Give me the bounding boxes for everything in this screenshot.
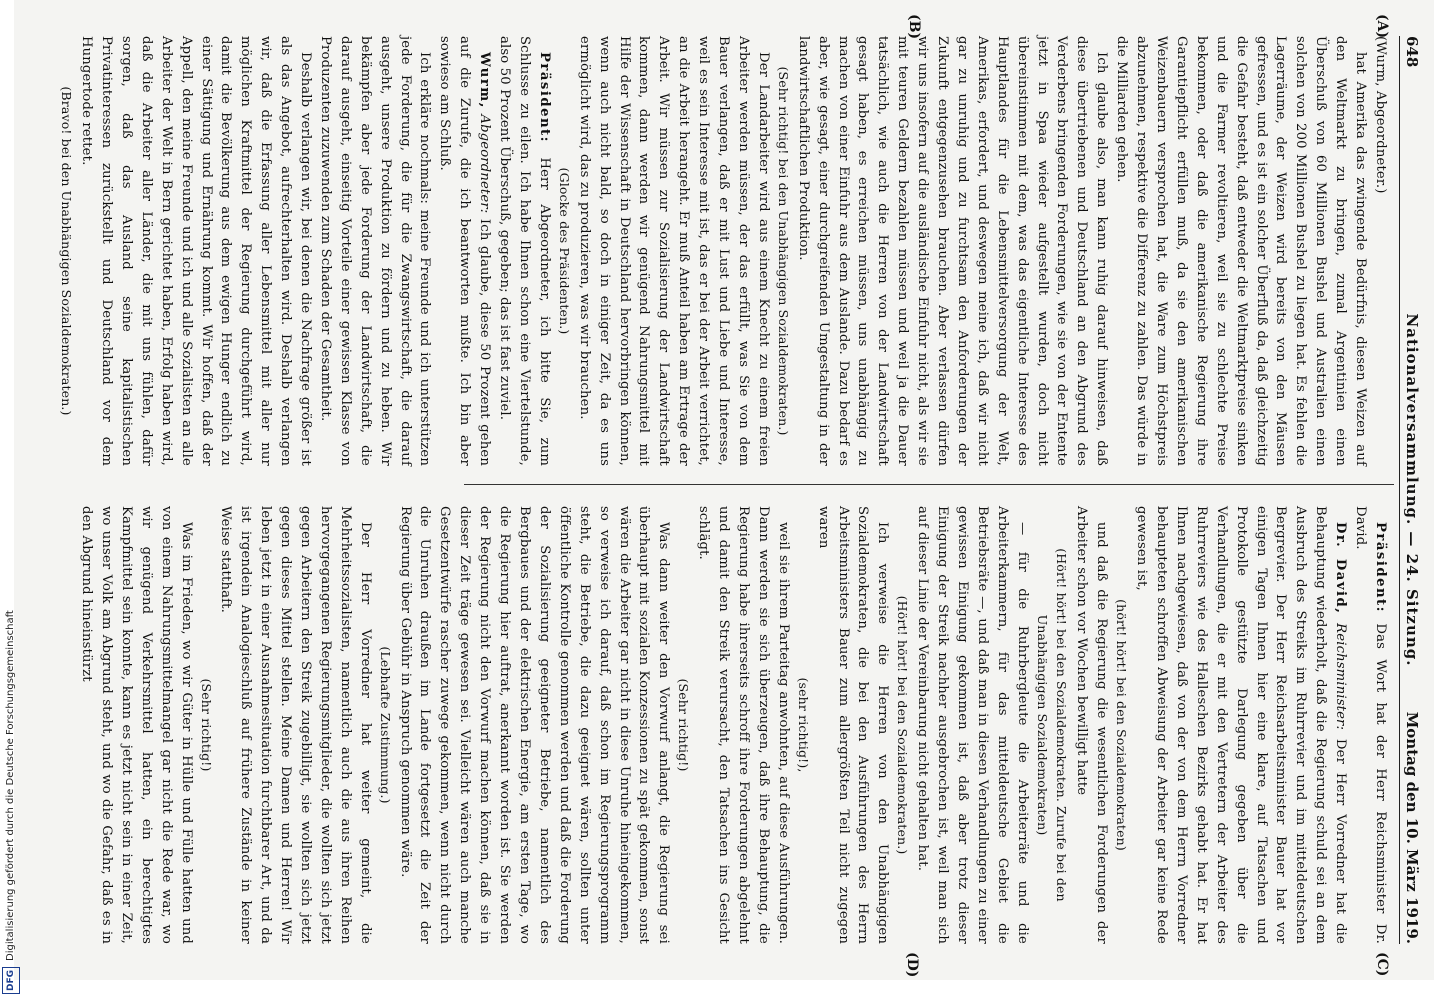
column-divider	[464, 484, 1394, 485]
right-speech-paragraph	[1350, 506, 1390, 944]
left-paragraph: Ich glaube also, man kann ruhig darauf hinweisen, daß diese übertriebenen und Deutschland an den Abgrund des Verderbens bringenden Forderungen, wie sie von der Entente jetzt in Spaa wieder aufgestellt wurden, doch nicht übereinstimmen mit dem, was das eigentliche Interesse des Hauptlandes für die Lebensmittelversorgung der Welt, Amerikas, erfordert, und deswegen meine ich, daß wir nicht gar zu unruhig und zu furchtsam den Anforderungen der Zukunft entgegenzusehen brauchen. Aber verlassen dürfen wir uns insofern auf die ausländische Einfuhr nicht, als wir sie mit teuren Geldern bezahlen müssen und weil ja die Dauer tatsächlich, wie auch die Herren von der Landwirtschaft gesagt haben, es erreichen müssen, uns unabhängig zu machen von einer Einfuhr aus dem Auslande. Dazu bedarf es aber, wie gesagt, einer durchgreifenden Umgestaltung in der landwirtschaftlichen Produktion.	[795, 36, 1110, 466]
right-interjection: (hört! hört! bei den Sozialdemokraten)	[1114, 599, 1130, 851]
left-paragraph: Deshalb verlangen wir, bei denen die Nachfrage größer ist als das Angebot, aufrechterhalten wird. Deshalb verlangen wir, daß die Erfassung aller Lebensmittel mit aller nur möglichen Kraftmittel der Regierung durchgeführt wird, damit die Bevölkerung aus dem ewigen Hunger endlich zu einer Sättigung und Ernährung kommt. Wir hoffen, daß der Appell, den meine Freunde und ich und alle Sozialisten an alle Arbeiter der Welt in Bern gerichtet haben, Erfolg haben wird, daß die Arbeiter aller Länder, die mit uns fühlen, dafür sorgen, daß das Ausland seine kapitalistischen Privatinteressen zurückstellt und Deutschland vor dem Hungertode rettet.	[79, 36, 314, 466]
left-interjection: (Glocke des Präsidenten.)	[556, 167, 572, 335]
right-interjection: (sehr richtig!),	[795, 677, 811, 773]
dfg-logo: DFG	[2, 967, 20, 994]
margin-mark-b: (B)	[906, 14, 922, 40]
speaker-name: Präsident:	[536, 52, 552, 144]
right-paragraph: Ich verweise die Herren von den Unabhängigen Sozialdemokraten, die bei den Ausführungen des Herrn Arbeitsministers Bauer zum allergrößten Teil nicht zugegen waren	[815, 506, 891, 944]
page-number: 648	[1403, 36, 1421, 68]
right-paragraph: Was dann weiter den Vorwurf anlangt, die Regierung sei überhaupt mit sozialen Konzessionen zu spät gekommen, sonst wären die Arbeiter gar nicht in diese Unruhe hineingekommen, so verweise ich darauf, daß schon im Regierungsprogramm steht, die Betriebe, die dazu geeignet wären, sollten unter öffentliche Kontrolle genommen werden und daß die Forderung der Sozialisierung geeigneter Betriebe, namentlich des Bergbaues und der elektrischen Energie, am ersten Tage, wo die Regierung hier auftrat, anerkannt worden ist. Sie werden der Regierung nicht den Vorwurf machen können, daß sie in dieser Zeit träge gewesen sei. Vielleicht wären auch manche Gesetzentwürfe rascher zuwege gekommen, wenn nicht durch die Unruhen draußen im Lande fortgesetzt die Zeit der Regierung über Gebühr in Anspruch genommen wäre.	[397, 506, 672, 944]
right-paragraph: weil sie ihrem Parteitag anwohnten, auf diese Ausführungen. Dann werden sie sich überzeugen, daß ihre Behauptung, die Regierung habe ihrerseits schroff ihre Forderungen abgelehnt und damit den Streik verursacht, den Tatsachen ins Gesicht schlägt.	[696, 506, 791, 944]
left-interjection: (Sehr richtig! bei den Unabhängigen Sozialdemokraten.)	[775, 66, 791, 436]
speaker-role: Reichsminister:	[1333, 614, 1349, 731]
speech-text: Herr Abgeordneter, ich bitte Sie, zum Schlusse zu eilen. Ich habe Ihnen schon eine Viertelstunde, also 50 Prozent Überschuß, gegeben; das ist fast zuviel.	[497, 36, 552, 466]
newspaper-page	[14, 0, 1434, 980]
page-date: Montag den 10. März 1919.	[1403, 711, 1421, 944]
speaker-name: Dr. David,	[1333, 522, 1349, 615]
left-speech-paragraph	[435, 36, 495, 466]
right-interjection: (Lebhafte Zustimmung.)	[377, 646, 393, 804]
speaker-name: Präsident:	[1373, 522, 1388, 614]
left-speech-paragraph	[494, 36, 554, 466]
speech-text: Der Herr Vorredner hat die Behauptung wiederholt, daß die Regierung schuld sei an dem Ausbruch des Streiks im Ruhrrevier und im mitteldeutschen Bergrevier. Der Herr Reichsarbeitsminister Bauer hat vor einigen Tagen Ihnen hier eine klare, auf Tatsachen und Protokolle gestützte Darlegung gegeben über die Verhandlungen, die er mit den Vertretern der Arbeiter des Ruhrreviers wie des Halleschen Bezirks gehabt hat. Er hat Ihnen nachgewiesen, daß von der von dem Herrn Vorredner behaupteten schroffen Abweisung der Arbeiter gar keine Rede gewesen ist,	[1134, 506, 1349, 944]
margin-mark-d: (D)	[904, 952, 920, 978]
right-interjection: (Sehr richtig!)	[198, 678, 214, 772]
credit-strip	[2, 0, 18, 1000]
credit-line	[2, 0, 18, 1000]
credit-text: Digitalisierung gefördert durch die Deutsche Forschungsgemeinschaft	[5, 610, 16, 961]
left-paragraph: Ich erkläre nochmals: meine Freunde und ich unterstützen jede Forderung, die für die Zwangswirtschaft, die darauf ausgeht, unsere Produktion zu fördern und zu heben. Wir bekämpfen aber jede Forderung der Landwirtschaft, die darauf ausgeht, einseitig Vorteile einer gewissen Klasse von Produzenten zuzuwenden zum Schaden der Gesamtheit.	[317, 36, 433, 466]
speaker-name: Wurm,	[477, 52, 493, 109]
left-paragraph: Der Landarbeiter wird aus einem Knecht zu einem freien Arbeiter werden müssen, der das erfüllt, was Sie von dem Bauer verlangen, daß er mit Lust und Liebe und Interesse, weil es sein Interesse mit ist, das er bei der Arbeit verrichtet, an die Arbeit herangeht. Er muß Anteil haben am Ertrage der Arbeit. Wir müssen zur Sozialisierung der Landwirtschaft kommen, dann werden wir genügend Nahrungsmittel mit Hilfe der Wissenschaft in Deutschland hervorbringen können, wenn auch nicht bald, so doch in einiger Zeit, da es uns ermöglicht wird, das zu produzieren, was wir brauchen.	[576, 36, 771, 466]
left-paragraph: hat Amerika das zwingende Bedürfnis, diesen Weizen auf den Weltmarkt zu bringen, zumal Argentinien einen Überschuß von 60 Millionen Bushel und Australien einen solchen von 200 Millionen Bushel zu liegen hat. Es fehlen die Lagerräume, der Weizen wird bereits von den Mäusen gefressen, und es ist ein solcher Überfluß da, daß gleichzeitig die Gefahr besteht, daß entweder die Weltmarktpreise sinken und die Farmer revoltieren, weil sie zu schlechte Preise bekommen, oder daß die amerikanische Regierung ihre Garantiepflicht erfüllen muß, da sie den amerikanischen Weizenbauern versprochen hat, die Ware zum Höchstpreis abzunehmen, respektive die Differenz zu zahlen. Das würde in die Milliarden gehen.	[1114, 36, 1369, 466]
right-column	[79, 506, 1390, 944]
page-title: Nationalversammlung. — 24. Sitzung.	[1403, 313, 1421, 667]
left-speaker-continuation: (Wurm, Abgeordneter.)	[1373, 36, 1388, 194]
right-interjection: (Hört! hört! bei den Sozialdemokraten. Zurufe bei den Unabhängigen Sozialdemokraten)	[1034, 548, 1070, 902]
right-interjection: (Hört! hört! bei den Sozialdemokraten.)	[895, 595, 911, 855]
right-paragraph: Der Herr Vorredner hat weiter gemeint, die Mehrheitssozialisten, namentlich auch die aus ihren Reihen hervorgegangenen Regierungsmitglieder, die wollten sich jetzt gegen Arbeitern den Streik zugebilligt, sie wollten sich jetzt gegen dieses Mittel stellen. Meine Damen und Herren! Wir leben jetzt in einer Ausnahmesituation furchtbarer Art, und da ist irgendein Analogieschluß auf frühere Zustände in keiner Weise statthaft.	[218, 506, 373, 944]
page-header	[1399, 36, 1424, 944]
speaker-role: Abgeordneter:	[477, 108, 493, 214]
speech-text: Ich glaube, diese 50 Prozent gehen auf die Zurufe, die ich beantworten mußte. Ich bin aber sowieso am Schluß.	[437, 36, 493, 466]
left-interjection: (Bravo! bei den Unabhängigen Sozialdemokraten.)	[59, 86, 75, 416]
right-paragraph: und daß die Regierung die wesentlichen Forderungen der Arbeiter schon vor Wochen bewilligt hatte	[1074, 506, 1110, 944]
margin-mark-a: (A)	[1374, 14, 1390, 39]
speech-text: Das Wort hat der Herr Reichsminister Dr. David.	[1353, 506, 1388, 944]
margin-mark-c: (C)	[1374, 952, 1390, 977]
right-paragraph: Was im Frieden, wo wir Güter in Hülle und Fülle hatten und von einem Nahrungsmittelmangel gar nicht die Rede war, wo wir genügend Verkehrsmittel hatten, ein berechtigtes Kampfmittel sein konnte, kann es jetzt nicht sein in einer Zeit, wo unser Volk am Abgrund steht, und wo die Gefahr, daß es in den Abgrund hineinstürzt	[79, 506, 194, 944]
right-paragraph: — für die Ruhrbergleute die Arbeiterräte und die Arbeiterkammern, für das mitteldeutsche Gebiet die Betriebsräte —, und daß man in diesen Verhandlungen zu einer gewissen Einigung gekommen ist, daß aber trotz dieser Einigung der Streik nachher ausgebrochen ist, weil man sich auf dieser Linie der Vereinbarung nicht gehalten hat.	[915, 506, 1030, 944]
right-speech-paragraph	[1131, 506, 1350, 944]
left-column	[59, 36, 1390, 466]
right-interjection: (Sehr richtig!)	[676, 678, 692, 772]
